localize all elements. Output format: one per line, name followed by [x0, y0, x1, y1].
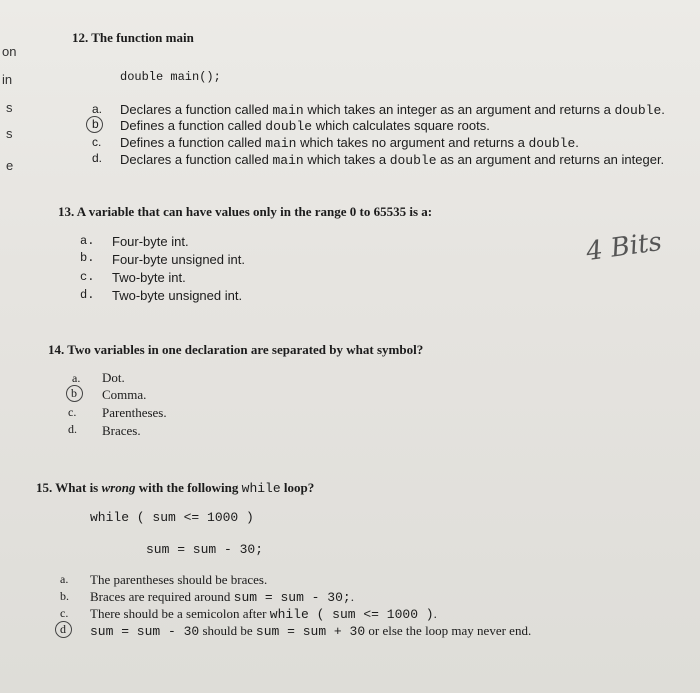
left-edge-text-1: on: [2, 44, 17, 59]
q12-option-d-letter: d.: [92, 151, 103, 165]
q14-option-b: Comma.: [102, 387, 147, 402]
q14-option-c-letter: c.: [68, 405, 77, 419]
q14-heading: 14. Two variables in one declaration are separated by what symbol?: [48, 342, 424, 357]
q12-option-b-letter: b: [92, 117, 99, 131]
q13-option-d: Two-byte unsigned int.: [112, 288, 243, 303]
q15-option-a-letter: a.: [60, 572, 69, 586]
q14-option-d: Braces.: [102, 423, 141, 438]
q15-option-d-letter: d: [60, 622, 66, 636]
left-edge-text-3: s: [6, 100, 13, 115]
q13-option-d-letter: d.: [80, 288, 95, 302]
q12-option-a-letter: a.: [92, 102, 103, 116]
q12-option-d: Declares a function called main which takes a double as an argument and returns an integer.: [120, 152, 665, 168]
q12-heading: 12. The function main: [72, 30, 194, 45]
q14-option-d-letter: d.: [68, 422, 77, 436]
q12-option-c: Defines a function called main which takes no argument and returns a double.: [120, 135, 579, 151]
q12-code: double main();: [120, 70, 221, 84]
q14-option-c: Parentheses.: [102, 405, 167, 420]
left-edge-text-5: e: [6, 158, 14, 173]
q15-option-d: sum = sum - 30 should be sum = sum + 30 or else the loop may never end.: [90, 623, 532, 639]
q15-option-c-letter: c.: [60, 606, 69, 620]
q15-option-c: There should be a semicolon after while ( sum <= 1000 ).: [90, 606, 437, 622]
q12-option-c-letter: c.: [92, 135, 102, 149]
q15-option-b-letter: b.: [60, 589, 69, 603]
q12-option-a: Declares a function called main which takes an integer as an argument and returns a double.: [120, 102, 665, 118]
q12-option-b: Defines a function called double which calculates square roots.: [120, 118, 490, 134]
q14-option-a-letter: a.: [72, 371, 81, 385]
q15-option-b: Braces are required around sum = sum - 30;.: [90, 589, 354, 605]
q14-option-a: Dot.: [102, 370, 125, 385]
left-edge-text-4: s: [6, 126, 13, 141]
q13-heading: 13. A variable that can have values only in the range 0 to 65535 is a:: [58, 204, 433, 219]
q15-code-line-2: sum = sum - 30;: [146, 542, 264, 557]
q13-option-c-letter: c.: [80, 270, 95, 284]
q13-option-b: Four-byte unsigned int.: [112, 252, 245, 267]
q14-option-b-letter: b: [71, 386, 77, 400]
left-edge-text-2: in: [2, 72, 13, 87]
q13-option-b-letter: b.: [80, 251, 95, 265]
q15-option-a: The parentheses should be braces.: [90, 572, 268, 587]
handwritten-note: 4 Bits: [584, 226, 664, 268]
q13-option-a: Four-byte int.: [112, 234, 189, 249]
q15-code-line-1: while ( sum <= 1000 ): [90, 510, 254, 525]
q13-option-c: Two-byte int.: [112, 270, 186, 285]
q15-heading: 15. What is wrong with the following while loop?: [36, 480, 315, 496]
q13-option-a-letter: a.: [80, 234, 95, 248]
